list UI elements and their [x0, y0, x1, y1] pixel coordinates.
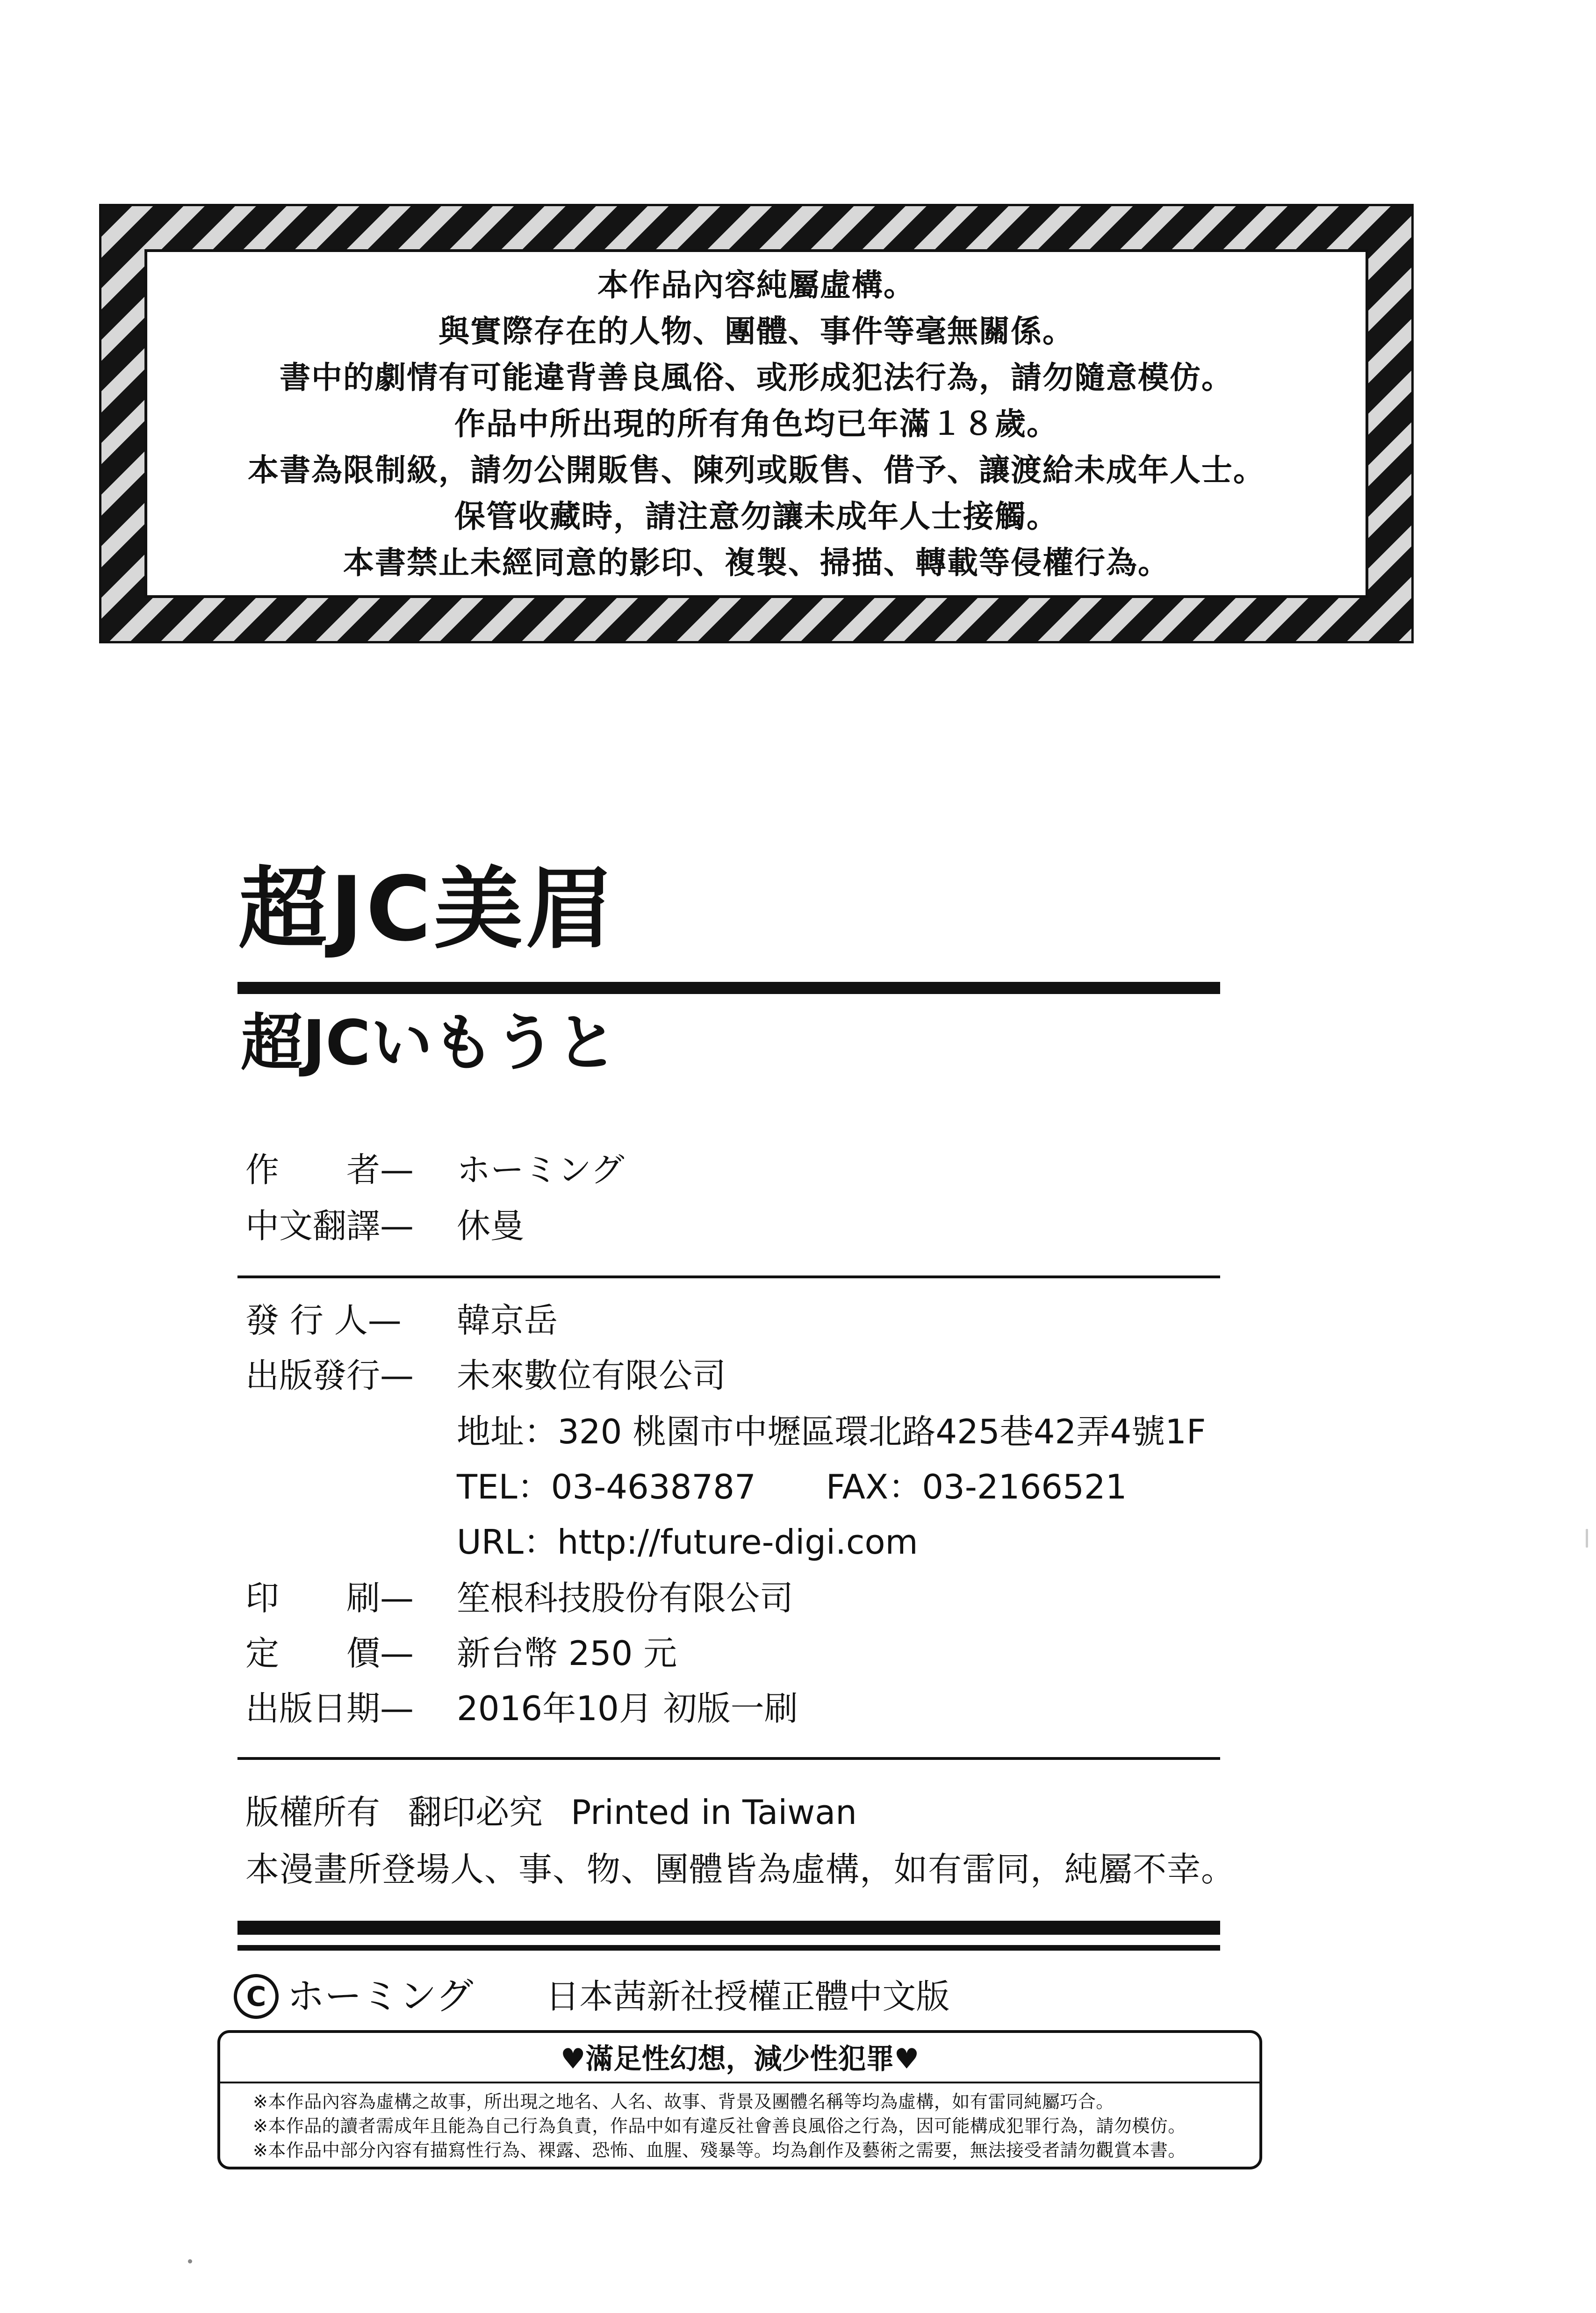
- publisher-row: [245, 1301, 558, 1340]
- warning-line: 本書為限制級，請勿公開販售、陳列或販售、借予、讓渡給未成年人士。: [248, 452, 1265, 488]
- printer-value: 笙根科技股份有限公司: [457, 1578, 794, 1618]
- warning-box: [99, 204, 1414, 643]
- date-value: 2016年10月 初版一刷: [457, 1689, 798, 1728]
- address: 地址：320 桃園市中壢區環北路425巷42弄4號1F: [457, 1412, 1206, 1451]
- price-value: 新台幣 250 元: [457, 1634, 677, 1673]
- fiction-disclaimer: 本漫畫所登場人、事、物、團體皆為虛構，如有雷同，純屬不幸。: [245, 1850, 1236, 1889]
- translator-label: 中文翻譯—: [245, 1206, 414, 1246]
- license-line: [234, 1974, 949, 2019]
- section-divider: [237, 1275, 1220, 1278]
- price-label: 定 價—: [245, 1634, 414, 1673]
- printed-in: Printed in Taiwan: [571, 1793, 857, 1832]
- translator-row: [245, 1206, 525, 1246]
- heart-icon: ♥: [894, 2043, 920, 2075]
- copyright-icon: C: [234, 1974, 279, 2019]
- book-title: 超JC美眉: [238, 857, 618, 961]
- scan-speck: [188, 2259, 192, 2263]
- translator-value: 休曼: [457, 1206, 525, 1246]
- publishing-house-row: [245, 1356, 726, 1395]
- notice-box: [217, 2030, 1262, 2169]
- title-rule: [237, 982, 1220, 994]
- heart-icon: ♥: [560, 2043, 586, 2075]
- warning-line: 本作品內容純屬虛構。: [597, 267, 915, 303]
- publisher-value: 韓京岳: [457, 1301, 558, 1340]
- publisher-label: 發 行 人—: [245, 1301, 402, 1340]
- publishing-house-value: 未來數位有限公司: [457, 1356, 726, 1395]
- author-row: [245, 1150, 625, 1189]
- publishing-house-label: 出版發行—: [245, 1356, 414, 1395]
- warning-panel: [144, 249, 1368, 598]
- date-label: 出版日期—: [245, 1689, 414, 1728]
- fax-value: 03-2166521: [922, 1467, 1127, 1506]
- phone-fax-line: [457, 1467, 1127, 1506]
- no-copy-notice: 翻印必究: [408, 1793, 543, 1832]
- warning-line: 與實際存在的人物、團體、事件等毫無關係。: [439, 313, 1074, 349]
- tel-label: TEL：: [457, 1467, 551, 1506]
- price-row: [245, 1634, 677, 1673]
- printer-row: [245, 1578, 794, 1618]
- notice-divider: [220, 2082, 1259, 2083]
- license-text: 日本茜新社授權正體中文版: [546, 1977, 950, 2016]
- rights-reserved: 版權所有: [245, 1793, 381, 1832]
- date-row: [245, 1689, 798, 1728]
- fax-label: FAX：: [826, 1467, 922, 1506]
- warning-line: 保管收藏時，請注意勿讓未成年人士接觸。: [454, 498, 1058, 534]
- url-line: [457, 1522, 918, 1562]
- author-label: 作 者—: [245, 1150, 414, 1189]
- copyright-line: [245, 1793, 857, 1832]
- warning-line: 書中的劇情有可能違背善良風俗、或形成犯法行為，請勿隨意模仿。: [280, 359, 1233, 396]
- notice-title: [220, 2045, 1259, 2073]
- tel-value: 03-4638787: [551, 1467, 756, 1506]
- section-divider: [237, 1757, 1220, 1760]
- double-rule-bottom: [237, 1945, 1220, 1951]
- author-value: ホーミング: [457, 1150, 625, 1189]
- notice-item: ※本作品的讀者需成年且能為自己行為負責，作品中如有違反社會善良風俗之行為，因可能構成犯罪行為，請勿模仿。: [253, 2116, 1186, 2136]
- book-original-title: 超JCいもうと: [241, 1007, 618, 1079]
- warning-line: 本書禁止未經同意的影印、複製、掃描、轉載等侵權行為。: [343, 544, 1170, 581]
- warning-line: 作品中所出現的所有角色均已年滿１８歲。: [454, 405, 1058, 442]
- notice-item: ※本作品中部分內容有描寫性行為、裸露、恐怖、血腥、殘暴等。均為創作及藝術之需要，無法接受者請勿觀賞本書。: [253, 2140, 1186, 2161]
- url-value: http://future-digi.com: [557, 1522, 918, 1562]
- notice-item: ※本作品內容為虛構之故事，所出現之地名、人名、故事、背景及團體名稱等均為虛構，如有雷同純屬巧合。: [253, 2091, 1114, 2112]
- printer-label: 印 刷—: [245, 1578, 414, 1618]
- url-label: URL：: [457, 1522, 557, 1562]
- license-holder: ホーミング: [287, 1974, 474, 2018]
- scan-mark: [1586, 1529, 1588, 1548]
- notice-title-text: 滿足性幻想，減少性犯罪: [585, 2043, 894, 2075]
- double-rule-top: [237, 1921, 1220, 1935]
